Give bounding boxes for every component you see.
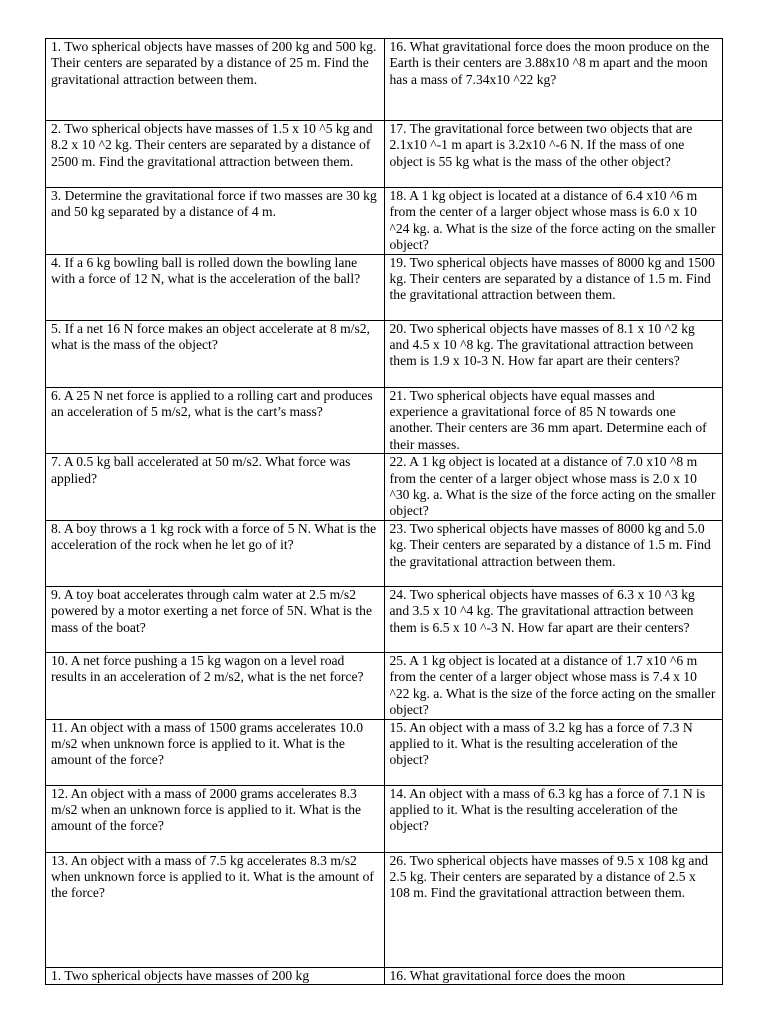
problem-cell: 24. Two spherical objects have masses of 6.3 x 10 ^3 kg and 3.5 x 10 ^4 kg. The gravitational attraction between them is 6.5 x 10 ^-3 N. How far apart are their centers? [384,586,723,652]
table-row [46,188,723,255]
problem-cell: 4. If a 6 kg bowling ball is rolled down the bowling lane with a force of 12 N, what is the acceleration of the ball? [46,254,385,320]
problem-cell: 15. An object with a mass of 3.2 kg has a force of 7.3 N applied to it. What is the resulting acceleration of the object? [384,719,723,785]
problem-cell: 26. Two spherical objects have masses of 9.5 x 108 kg and 2.5 kg. Their centers are separated by a distance of 2.5 x 108 m. Find the gravitational attraction between them. [384,852,723,967]
table-row [46,785,723,852]
table-row [46,652,723,719]
table-row [46,387,723,454]
problem-cell: 8. A boy throws a 1 kg rock with a force of 5 N. What is the acceleration of the rock when he let go of it? [46,520,385,586]
problem-cell: 1. Two spherical objects have masses of 200 kg [46,967,385,984]
problem-cell: 10. A net force pushing a 15 kg wagon on a level road results in an acceleration of 2 m/s2, what is the net force? [46,652,385,719]
table-row [46,967,723,984]
table-row [46,320,723,387]
problem-cell: 13. An object with a mass of 7.5 kg accelerates 8.3 m/s2 when unknown force is applied to it. What is the amount of the force? [46,852,385,967]
problem-cell: 19. Two spherical objects have masses of 8000 kg and 1500 kg. Their centers are separated by a distance of 1.5 m. Find the gravitational attraction between them. [384,254,723,320]
problem-cell: 20. Two spherical objects have masses of 8.1 x 10 ^2 kg and 4.5 x 10 ^8 kg. The gravitational attraction between them is 1.9 x 10-3 N. How far apart are their centers? [384,320,723,387]
problem-cell: 5. If a net 16 N force makes an object accelerate at 8 m/s2, what is the mass of the object? [46,320,385,387]
problem-cell: 25. A 1 kg object is located at a distance of 1.7 x10 ^6 m from the center of a larger object whose mass is 7.4 x 10 ^22 kg. a. What is the size of the force acting on the smaller object? [384,652,723,719]
problem-cell: 12. An object with a mass of 2000 grams accelerates 8.3 m/s2 when an unknown force is applied to it. What is the amount of the force? [46,785,385,852]
problem-cell: 16. What gravitational force does the moon produce on the Earth is their centers are 3.88x10 ^8 m apart and the moon has a mass of 7.34x10 ^22 kg? [384,39,723,121]
table-row [46,121,723,188]
table-row [46,852,723,967]
problem-cell: 9. A toy boat accelerates through calm water at 2.5 m/s2 powered by a motor exerting a net force of 5N. What is the mass of the boat? [46,586,385,652]
problem-cell: 18. A 1 kg object is located at a distance of 6.4 x10 ^6 m from the center of a larger object whose mass is 6.0 x 10 ^24 kg. a. What is the size of the force acting on the smaller object? [384,188,723,255]
problem-cell: 6. A 25 N net force is applied to a rolling cart and produces an acceleration of 5 m/s2, what is the cart’s mass? [46,387,385,454]
problem-cell: 1. Two spherical objects have masses of 200 kg and 500 kg. Their centers are separated by a distance of 25 m. Find the gravitational attraction between them. [46,39,385,121]
problem-cell: 16. What gravitational force does the moon [384,967,723,984]
problem-cell: 21. Two spherical objects have equal masses and experience a gravitational force of 85 N towards one another. Their centers are 36 mm apart. Determine each of their masses. [384,387,723,454]
table-row [46,586,723,652]
problem-cell: 7. A 0.5 kg ball accelerated at 50 m/s2. What force was applied? [46,454,385,521]
problem-cell: 22. A 1 kg object is located at a distance of 7.0 x10 ^8 m from the center of a larger object whose mass is 2.0 x 10 ^30 kg. a. What is the size of the force acting on the smaller object? [384,454,723,521]
table-row [46,254,723,320]
worksheet-page [45,38,723,985]
problem-cell: 3. Determine the gravitational force if two masses are 30 kg and 50 kg separated by a distance of 4 m. [46,188,385,255]
table-row [46,719,723,785]
problems-table [45,38,723,985]
table-row [46,454,723,521]
problem-cell: 17. The gravitational force between two objects that are 2.1x10 ^-1 m apart is 3.2x10 ^-6 N. If the mass of one object is 55 kg what is the mass of the other object? [384,121,723,188]
problem-cell: 2. Two spherical objects have masses of 1.5 x 10 ^5 kg and 8.2 x 10 ^2 kg. Their centers are separated by a distance of 2500 m. Find the gravitational attraction between them. [46,121,385,188]
problem-cell: 11. An object with a mass of 1500 grams accelerates 10.0 m/s2 when unknown force is applied to it. What is the amount of the force? [46,719,385,785]
problem-cell: 23. Two spherical objects have masses of 8000 kg and 5.0 kg. Their centers are separated by a distance of 1.5 m. Find the gravitational attraction between them. [384,520,723,586]
table-row [46,520,723,586]
table-row [46,39,723,121]
problem-cell: 14. An object with a mass of 6.3 kg has a force of 7.1 N is applied to it. What is the resulting acceleration of the object? [384,785,723,852]
